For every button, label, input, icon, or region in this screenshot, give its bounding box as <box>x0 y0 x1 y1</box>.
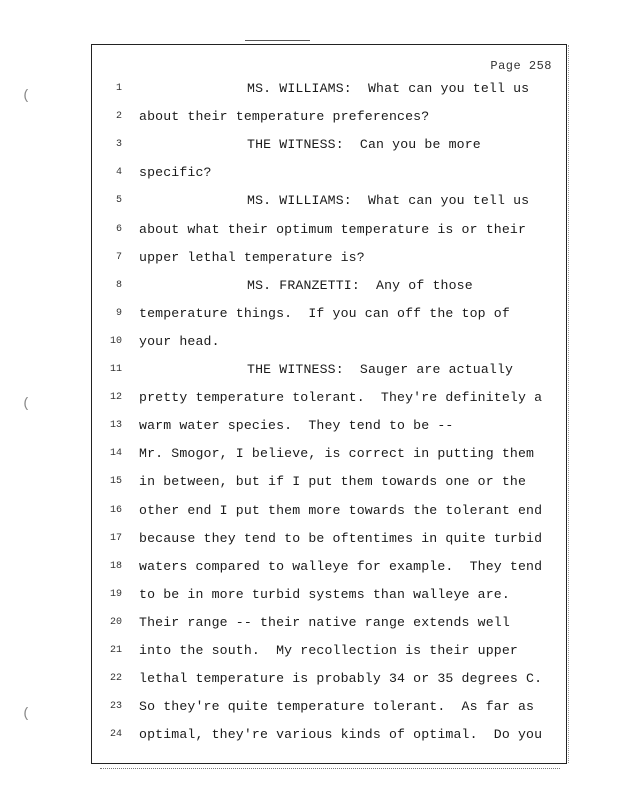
line-text: warm water species. They tend to be -- <box>139 418 454 434</box>
line-text: other end I put them more towards the tolerant end <box>139 502 543 518</box>
line-number: 1 <box>115 83 122 94</box>
page-number: Page 258 <box>490 59 552 73</box>
transcript-line <box>92 107 566 127</box>
transcript-line <box>92 472 566 492</box>
transcript-line <box>92 360 566 380</box>
transcript-line <box>92 613 566 633</box>
binder-hole-mark: ( <box>22 88 31 104</box>
transcript-line <box>92 304 566 324</box>
line-number: 5 <box>115 195 122 207</box>
line-text: pretty temperature tolerant. They're definitely a <box>139 390 543 406</box>
binder-hole-mark: ( <box>22 396 31 412</box>
line-text: lethal temperature is probably 34 or 35 degrees C. <box>139 671 543 687</box>
line-number: 6 <box>115 223 122 235</box>
transcript-line <box>92 163 566 183</box>
line-number: 16 <box>109 504 122 516</box>
line-number: 20 <box>109 616 122 628</box>
line-text: specific? <box>139 165 212 181</box>
line-text: to be in more turbid systems than walleye are. <box>139 586 510 602</box>
line-number: 23 <box>109 701 122 713</box>
line-text: THE WITNESS: Sauger are actually <box>247 362 514 377</box>
line-number: 10 <box>109 335 122 347</box>
line-text: in between, but if I put them towards one or the <box>139 474 527 490</box>
line-text: Their range -- their native range extends well <box>139 614 510 630</box>
line-number: 19 <box>109 588 122 600</box>
line-number: 18 <box>109 560 122 572</box>
line-number: 11 <box>109 364 122 375</box>
transcript-line <box>92 79 566 99</box>
transcript-line <box>92 585 566 605</box>
line-number: 22 <box>109 673 122 685</box>
line-number: 9 <box>115 307 122 319</box>
line-text: optimal, they're various kinds of optimal. Do you <box>139 727 543 743</box>
line-number: 2 <box>115 111 122 123</box>
line-text: about what their optimum temperature is or their <box>139 221 527 237</box>
line-number: 14 <box>109 448 122 460</box>
line-text: into the south. My recollection is their upper <box>139 643 518 658</box>
transcript-line <box>92 529 566 549</box>
line-text: upper lethal temperature is? <box>139 249 365 265</box>
binder-hole-mark: ( <box>22 706 31 722</box>
transcript-line <box>92 135 566 155</box>
line-number: 24 <box>109 729 122 741</box>
transcript-line <box>92 697 566 717</box>
line-number: 13 <box>109 420 122 432</box>
transcript-line <box>92 332 566 352</box>
transcript-line <box>92 557 566 577</box>
transcript-line <box>92 416 566 436</box>
line-number: 7 <box>115 251 122 263</box>
line-number: 15 <box>109 476 122 488</box>
transcript-line <box>92 501 566 521</box>
line-text: THE WITNESS: Can you be more <box>247 137 481 153</box>
transcript-line <box>92 444 566 464</box>
transcript-line <box>92 725 566 745</box>
line-text: Mr. Smogor, I believe, is correct in putting them <box>139 446 535 462</box>
line-text: So they're quite temperature tolerant. As far as <box>139 699 535 715</box>
line-number: 21 <box>109 645 122 656</box>
line-number: 3 <box>115 139 122 151</box>
line-text: because they tend to be oftentimes in quite turbid <box>139 530 543 546</box>
line-number: 4 <box>115 167 122 179</box>
transcript-line <box>92 248 566 268</box>
line-text: temperature things. If you can off the top of <box>139 305 510 321</box>
line-number: 17 <box>109 532 122 544</box>
line-number: 8 <box>115 279 122 291</box>
line-text: MS. FRANZETTI: Any of those <box>247 277 473 293</box>
transcript-line <box>92 669 566 689</box>
line-text: your head. <box>139 333 220 349</box>
transcript-page <box>91 44 567 764</box>
scan-edge <box>566 45 569 763</box>
transcript-line <box>92 388 566 408</box>
transcript-line <box>92 220 566 240</box>
transcript-line <box>92 191 566 211</box>
transcript-line <box>92 641 566 661</box>
line-number: 12 <box>109 392 122 404</box>
line-text: MS. WILLIAMS: What can you tell us <box>247 193 530 209</box>
line-text: waters compared to walleye for example. They tend <box>139 558 543 574</box>
transcript-line <box>92 276 566 296</box>
line-text: MS. WILLIAMS: What can you tell us <box>247 81 530 96</box>
scan-artifact <box>100 768 560 771</box>
line-text: about their temperature preferences? <box>139 109 430 125</box>
